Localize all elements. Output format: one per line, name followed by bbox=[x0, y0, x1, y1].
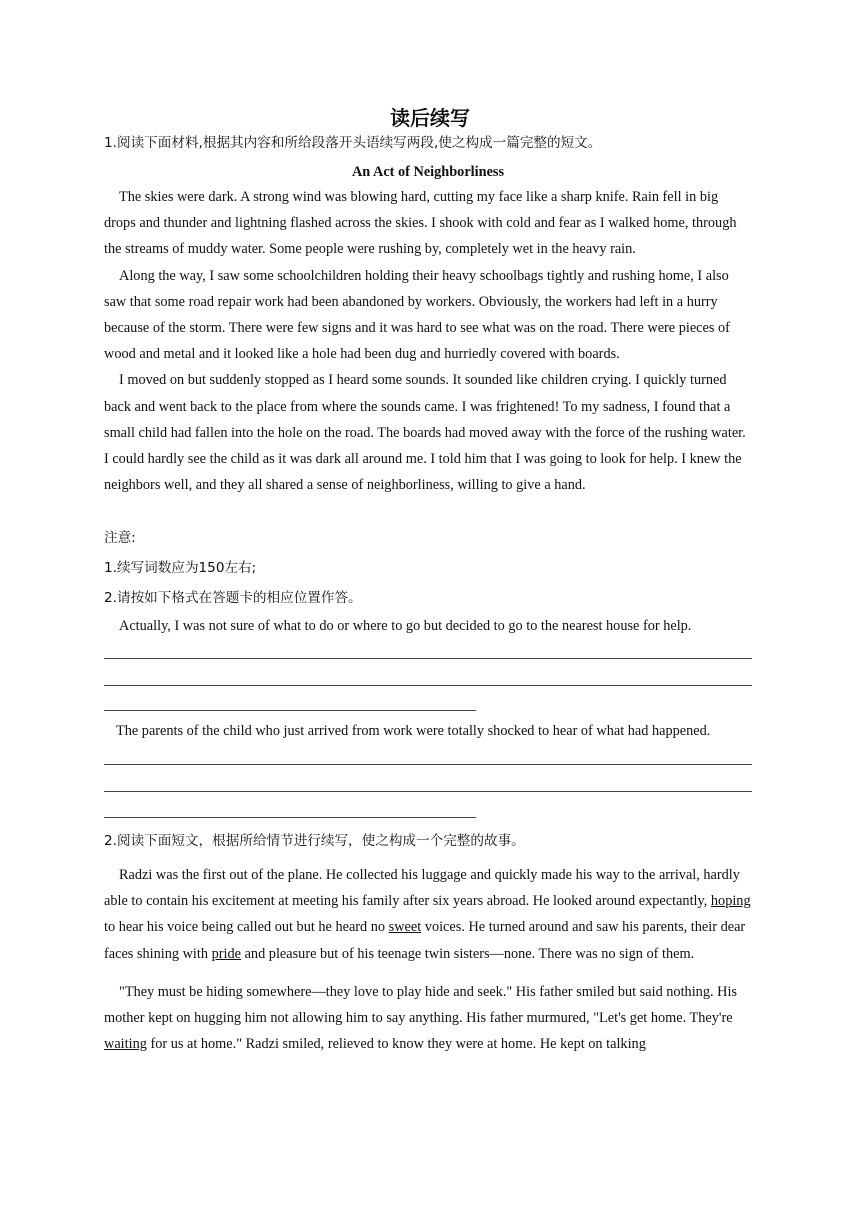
note-2: 2.请按如下格式在答题卡的相应位置作答。 bbox=[104, 590, 362, 606]
answer-line bbox=[104, 658, 752, 659]
paragraph-1-starter: Actually, I was not sure of what to do or where to go but decided to go to the nearest house for help. bbox=[119, 618, 692, 634]
q1-paragraph: I moved on but suddenly stopped as I heard some sounds. It sounded like children crying. I quickly turned back and went back to the place from where the sounds came. I was frightened! To my sadness, I found that a small child had fallen into the hole on the road. The boards had moved away with the force of the rushing water. I could hardly see the child as it was dark all around me. I told him that I was going to look for help. I knew the neighbors well, and they all shared a sense of neighborliness, willing to give a hand. bbox=[104, 372, 746, 494]
underlined-word: hoping bbox=[710, 893, 751, 910]
q2-passage bbox=[104, 862, 752, 1057]
page-title: 读后续写 bbox=[390, 106, 470, 130]
underlined-word: pride bbox=[211, 945, 241, 962]
answer-line bbox=[104, 791, 752, 792]
notes-label: 注意: bbox=[104, 530, 136, 546]
q2-instruction: 2.阅读下面短文，根据所给情节进行续写，使之构成一个完整的故事。 bbox=[104, 833, 525, 849]
story-title: An Act of Neighborliness bbox=[351, 164, 505, 180]
underlined-word: waiting bbox=[104, 1036, 147, 1053]
answer-line bbox=[104, 710, 476, 711]
q1-passage bbox=[104, 184, 752, 498]
answer-line bbox=[104, 685, 752, 686]
answer-line bbox=[104, 817, 476, 818]
q1-paragraph: The skies were dark. A strong wind was blowing hard, cutting my face like a sharp knife. Rain fell in big drops and thunder and lightning flashed across the skies. I shook with cold and fear as I walked home, through the streams of muddy water. Some people were rushing by, completely wet in the heavy rain. bbox=[104, 189, 737, 258]
note-1: 1.续写词数应为150左右; bbox=[104, 560, 257, 576]
q1-paragraph: Along the way, I saw some schoolchildren holding their heavy schoolbags tightly and rushing home, I also saw that some road repair work had been abandoned by workers. Obviously, the workers had left in a hurry because of the storm. There were few signs and it was hard to see what was on the road. There were pieces of wood and metal and it looked like a hole had been dug and hurriedly covered with boards. bbox=[104, 267, 730, 363]
q1-instruction: 1.阅读下面材料,根据其内容和所给段落开头语续写两段,使之构成一篇完整的短文。 bbox=[104, 135, 602, 151]
paragraph-2-starter: The parents of the child who just arrived from work were totally shocked to hear of what had happened. bbox=[116, 723, 711, 739]
underlined-word: sweet bbox=[388, 919, 422, 936]
q2-paragraph-1: Radzi was the first out of the plane. He collected his luggage and quickly made his way to the arrival, hardly able to contain his excitement at meeting his family after six years abroad. He looked around expectantly, hoping to hear his voice being called out but he heard no sweet voices. He turned around and saw his parents, their dear faces shining with pride and pleasure but of his teenage twin sisters—none. There was no sign of them. bbox=[104, 867, 751, 962]
q2-paragraph-2: "They must be hiding somewhere—they love to play hide and seek." His father smiled but said nothing. His mother kept on hugging him not allowing him to say anything. His father murmured, "Let's get home. They're waiting for us at home." Radzi smiled, relieved to know they were at home. He kept on talking bbox=[104, 983, 737, 1053]
answer-line bbox=[104, 764, 752, 765]
